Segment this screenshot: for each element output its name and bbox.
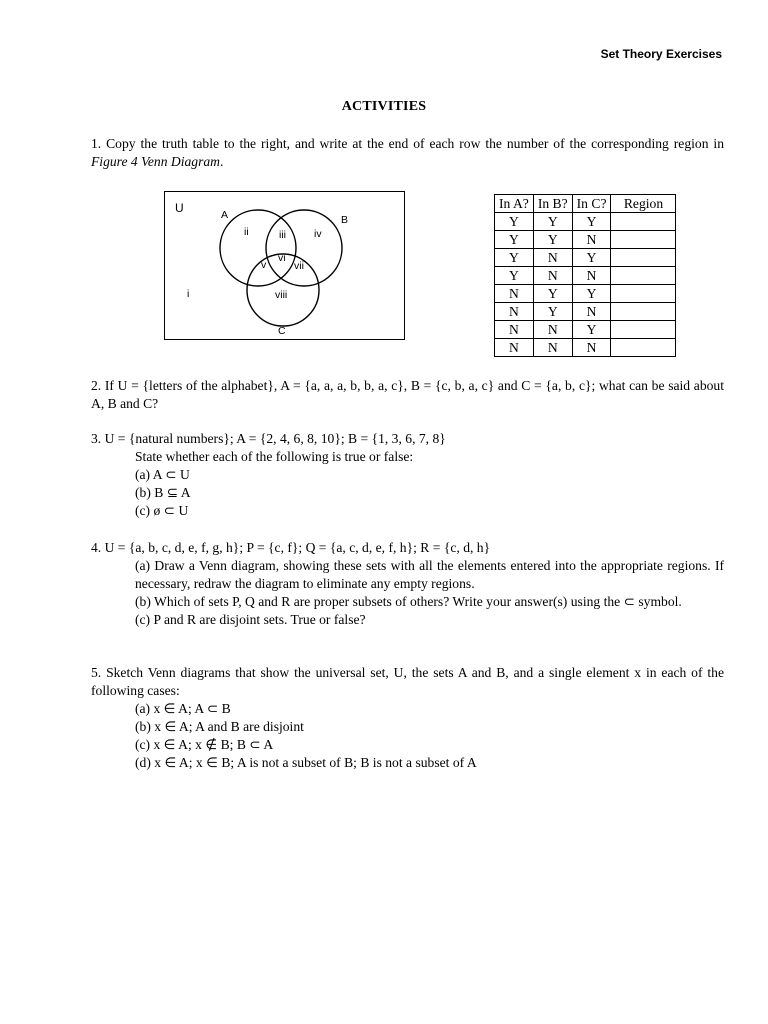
region-iii: iii	[279, 229, 286, 241]
table-row	[495, 303, 676, 321]
truth-cell: Y	[495, 267, 534, 285]
q1-text-b: .	[220, 154, 224, 169]
q5-item-c: (c) x ∈ A; x ∉ B; B ⊂ A	[135, 737, 274, 752]
circle-a	[220, 210, 296, 286]
running-header: Set Theory Exercises	[600, 47, 722, 61]
region-cell[interactable]	[611, 267, 676, 285]
q4-item-a: (a) Draw a Venn diagram, showing these sets with all the elements entered into the appropriate regions. If necessary, redraw the diagram to eliminate any empty regions.	[135, 558, 724, 591]
truth-cell: N	[572, 339, 611, 357]
truth-cell: N	[572, 231, 611, 249]
table-row	[495, 285, 676, 303]
q1-text-a: 1. Copy the truth table to the right, and write at the end of each row the number of the corresponding region in	[91, 136, 724, 151]
region-iv: iv	[314, 228, 322, 240]
q4-item-b: (b) Which of sets P, Q and R are proper subsets of others? Write your answer(s) using the ⊂ symbol.	[135, 594, 682, 609]
question-1	[91, 135, 724, 171]
q3-item-b: (b) B ⊆ A	[135, 485, 191, 500]
question-5	[91, 664, 724, 772]
question-2: 2. If U = {letters of the alphabet}, A = {a, a, a, b, b, a, c}, B = {c, b, a, c} and C = {a, b, c}; what can be said about A, B and C?	[91, 378, 724, 411]
question-4	[91, 539, 724, 629]
set-label-a: A	[221, 209, 229, 221]
set-label-b: B	[341, 214, 349, 226]
truth-cell: N	[533, 267, 572, 285]
q5-item-a: (a) x ∈ A; A ⊂ B	[135, 701, 231, 716]
q5-item-b: (b) x ∈ A; A and B are disjoint	[135, 719, 304, 734]
truth-cell: N	[495, 339, 534, 357]
venn-circles	[164, 191, 405, 340]
region-cell[interactable]	[611, 213, 676, 231]
truth-cell: N	[572, 303, 611, 321]
region-cell[interactable]	[611, 249, 676, 267]
q1-figure-ref: Figure 4 Venn Diagram	[91, 154, 221, 169]
region-cell[interactable]	[611, 321, 676, 339]
truth-cell: Y	[533, 285, 572, 303]
region-vii: vii	[294, 260, 304, 272]
universe-label: U	[175, 201, 184, 215]
table-row	[495, 321, 676, 339]
q5-item-d: (d) x ∈ A; x ∈ B; A is not a subset of B; B is not a subset of A	[135, 755, 477, 770]
q5-line-1: 5. Sketch Venn diagrams that show the universal set, U, the sets A and B, and a single element x in each of the following cases:	[91, 665, 724, 698]
table-row	[495, 339, 676, 357]
q4-line-1: 4. U = {a, b, c, d, e, f, g, h}; P = {c, f}; Q = {a, c, d, e, f, h}; R = {c, d, h}	[91, 540, 491, 555]
q3-line-2: State whether each of the following is true or false:	[135, 449, 414, 464]
region-cell[interactable]	[611, 231, 676, 249]
region-viii: viii	[275, 289, 288, 301]
truth-table	[494, 194, 676, 357]
region-vi: vi	[278, 252, 286, 264]
region-cell[interactable]	[611, 285, 676, 303]
region-cell[interactable]	[611, 339, 676, 357]
region-v: v	[261, 259, 267, 271]
question-3	[91, 430, 724, 520]
truth-cell: N	[495, 321, 534, 339]
truth-cell: Y	[533, 231, 572, 249]
truth-cell: N	[533, 321, 572, 339]
header-in-b: In B?	[533, 195, 572, 213]
q3-item-c: (c) ø ⊂ U	[135, 503, 189, 518]
table-row	[495, 249, 676, 267]
table-row	[495, 267, 676, 285]
truth-cell: Y	[572, 249, 611, 267]
truth-cell: Y	[572, 321, 611, 339]
set-label-c: C	[278, 325, 286, 337]
table-header-row	[495, 195, 676, 213]
region-cell[interactable]	[611, 303, 676, 321]
page-title: ACTIVITIES	[341, 99, 427, 114]
truth-cell: N	[533, 249, 572, 267]
header-region: Region	[611, 195, 676, 213]
truth-cell: Y	[495, 231, 534, 249]
truth-cell: Y	[572, 213, 611, 231]
truth-cell: Y	[533, 303, 572, 321]
table-row	[495, 231, 676, 249]
truth-cell: N	[495, 303, 534, 321]
table-row	[495, 213, 676, 231]
venn-diagram	[164, 191, 405, 340]
truth-cell: N	[495, 285, 534, 303]
q3-line-1: 3. U = {natural numbers}; A = {2, 4, 6, 8, 10}; B = {1, 3, 6, 7, 8}	[91, 431, 446, 446]
region-ii: ii	[244, 226, 249, 238]
circle-b	[266, 210, 342, 286]
q4-item-c: (c) P and R are disjoint sets. True or false?	[135, 612, 366, 627]
truth-cell: Y	[495, 249, 534, 267]
region-i: i	[187, 288, 190, 300]
header-in-c: In C?	[572, 195, 611, 213]
truth-cell: N	[572, 267, 611, 285]
truth-cell: Y	[572, 285, 611, 303]
truth-cell: Y	[495, 213, 534, 231]
truth-cell: N	[533, 339, 572, 357]
truth-cell: Y	[533, 213, 572, 231]
header-in-a: In A?	[495, 195, 534, 213]
q3-item-a: (a) A ⊂ U	[135, 467, 190, 482]
